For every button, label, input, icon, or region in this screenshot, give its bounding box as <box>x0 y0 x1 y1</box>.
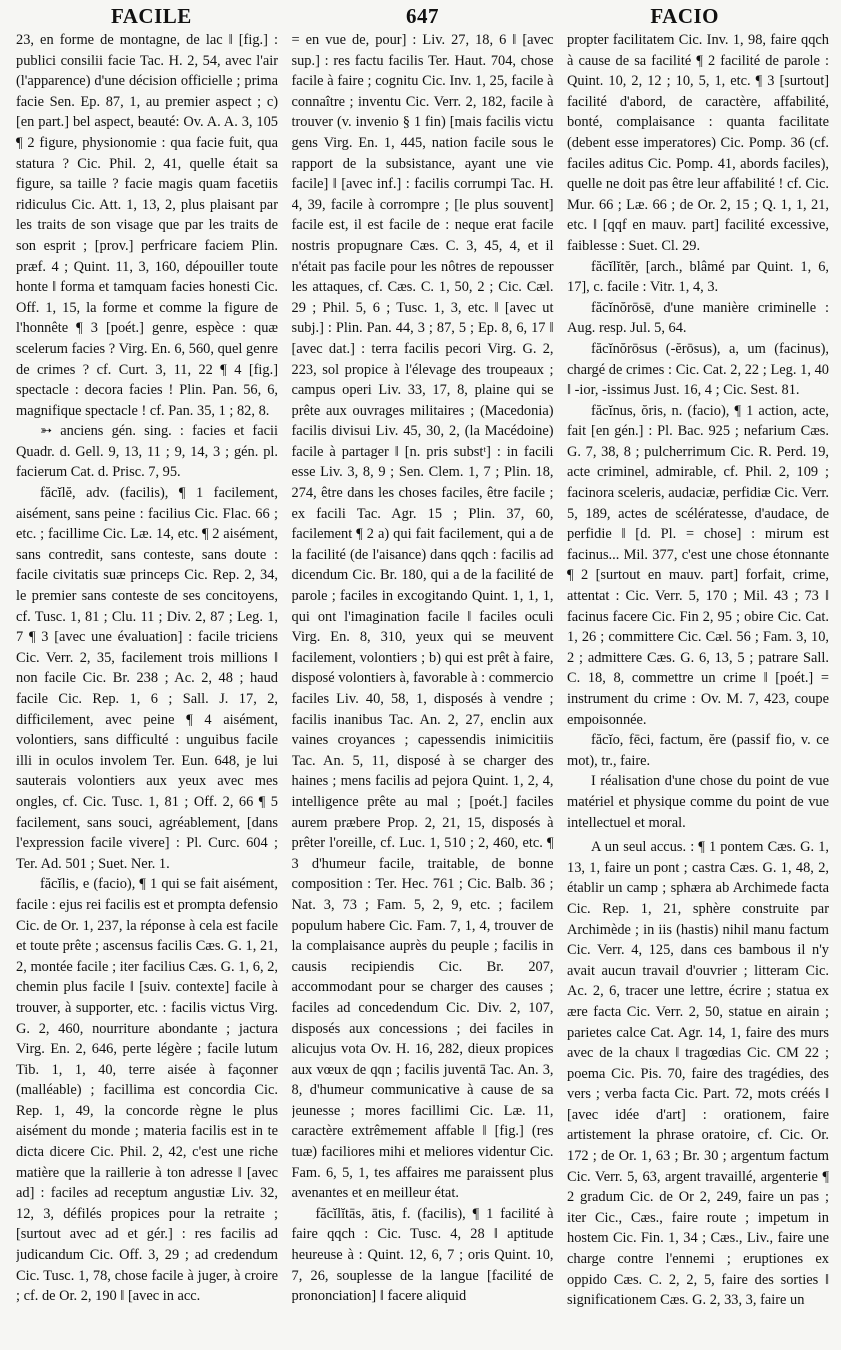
header-left-headword: FACILE <box>111 4 192 28</box>
column-1 <box>16 30 278 1346</box>
entry-text: A un seul accus. : ¶ 1 pontem Cæs. G. 1, 13, 1, faire un pont ; castra Cæs. G. 1, 48, 2, établir un camp ; sphæra ab Archimede facta Cic. Rep. 1, 21, sphère construite par Archimède ; in iis (hastis) nihil manu factum Cic. Verr. 4, 125, dans ces bambous il n'y avait aucun travail d'ouvrier ; litteram Cic. Ac. 2, 6, tracer une lettre, écrire ; statua ex ære facta Cic. Verr. 2, 50, statue en airain ; parietes calce Cat. Agr. 14, 1, faire des murs avec de la chaux ‖ tragœdias Cic. CM 22 ; poema Cic. Pis. 70, faire des tragédies, des vers ; verba facta Cic. Part. 72, mots créés ‖ [avec idée d'art] : orationem, faire artistement la phrase oratoire, cf. Cic. Or. 172 ; de Or. 1, 63 ; Br. 30 ; argentum factum Cic. Verr. 5, 63, argent travaillé, argenterie ¶ 2 gradum Cic. de Or 2, 249, faire un pas ; iter Cic., Cæs., faire route ; impetum in hostem Cic. Fin. 1, 34 ; Cæs., Liv., faire une charge contre l'ennemi ; eruptiones ex oppido Cæs. C. 2, 2, 5, faire des sorties ‖ significationem Cæs. G. 2, 33, 3, faire un <box>567 839 829 1309</box>
page-header <box>16 4 829 30</box>
column-2 <box>292 30 554 1346</box>
text-columns <box>16 30 829 1346</box>
entry-text: 23, en forme de montagne, de lac ‖ [fig.] : publici consilii facie Tac. H. 2, 54, avec l'air (l'apparence) d'une décision officielle ; prima facie Sen. Ep. 87, 1, au premier aspect ; c) [en part.] bel aspect, beauté: Ov. A. A. 3, 105 ¶ 2 figure, physionomie : qua facie fuit, qua statura ? Cic. Phil. 2, 41, quelle était sa figure, sa taille ? facie magis quam facetiis ridiculus Cic. Att. 1, 13, 2, plus plaisant par les traits de son visage que par les traits de son esprit ; [prov.] perfricare faciem Plin. præf. 4 ; Quint. 11, 3, 160, dépouiller toute honte ‖ forma et tamquam facies honesti Cic. Off. 1, 15, la forme et comme la figure de l'honnête ¶ 3 [poét.] genre, espèce : quæ scelerum facies ? Virg. En. 6, 560, quel genre de crimes ? cf. Curt. 3, 11, 22 ¶ 4 [fig.] spectacle : decora facies ! Plin. Pan. 56, 6, magnifique spectacle ! cf. Pan. 35, 1 ; 82, 8. <box>16 32 278 419</box>
entry-text: făcĭnus, ŏris, n. (facio), ¶ 1 action, acte, fait [en gén.] : Pl. Bac. 925 ; nefarium Cæs. G. 7, 38, 8 ; pulcherrimum Cic. R. Perd. 19, acte criminel, admirable, cf. Phil. 2, 109 ; facinora sceleris, audaciæ, perfidiæ Cic. Verr. 5, 189, actes de scélératesse, d'audace, de perfidie ‖ [d. Pl. = chose] : mirum est facinus... Mil. 377, c'est une chose étonnante ¶ 2 [surtout en mauv. part] forfait, crime, attentat : Cic. Verr. 5, 170 ; Mil. 43 ; 73 ‖ facinus facere Cic. Fin 2, 95 ; obire Cic. Cat. 1, 26 ; committere Cic. Cæl. 56 ; Fam. 3, 10, 2 ; admittere Cæs. G. 6, 13, 5 ; patrare Sall. C. 18, 8, commettre un crime ‖ [poét.] = instrument du crime : Ov. M. 7, 423, coupe empoisonnée. <box>567 402 829 728</box>
entry-text: I réalisation d'une chose du point de vue matériel et physique comme du point de vue intellectuel et moral. <box>567 773 829 831</box>
page-number: 647 <box>406 4 439 28</box>
entry-text: făcĭnŏrōsē, d'une manière criminelle : Aug. resp. Jul. 5, 64. <box>567 299 829 337</box>
entry-text: făcĭnŏrōsus (-ĕrōsus), a, um (facinus), chargé de crimes : Cic. Cat. 2, 22 ; Leg. 1, 40 ‖ -ior, -issimus Just. 16, 4 ; Cic. Sest. 81. <box>567 340 829 399</box>
entry-text: făcĭlĕ, adv. (facilis), ¶ 1 facilement, aisément, sans peine : facilius Cic. Flac. 66 ; etc. ; facillime Cic. Læ. 14, etc. ¶ 2 aisément, sans contredit, sans conteste, sans doute : facile civitatis suæ princeps Cic. Rep. 2, 34, le premier sans conteste de ses concitoyens, cf. Tusc. 1, 81 ; Clu. 11 ; Div. 2, 87 ; Leg. 1, 7 ¶ 3 [avec une évaluation] : facile triciens Cic. Verr. 2, 35, facilement trois millions ‖ non facile Cic. Br. 238 ; Ac. 2, 48 ; haud facile Cic. Rep. 1, 6 ; Sall. J. 17, 2, difficilement, avec peine ¶ 4 aisément, volontiers, sans difficulté : unguibus facile illi in oculos involem Ter. Eun. 648, je lui sauterais volontiers aux yeux avec mes ongles, cf. Cic. Tusc. 1, 81 ; Off. 2, 66 ¶ 5 facilement, sans souci, agréablement, [dans l'expression facile vivere] : Pl. Curc. 604 ; Ter. Ad. 501 ; Suet. Ner. 1. <box>16 485 278 872</box>
entry-text: făcĭlĭtĕr, [arch., blâmé par Quint. 1, 6, 17], c. facile : Vitr. 1, 4, 3. <box>567 258 829 296</box>
header-right-headword: FACIO <box>650 4 719 28</box>
entry-text: făcĭlĭtās, ātis, f. (facilis), ¶ 1 facilité à faire qqch : Cic. Tusc. 4, 28 ‖ aptitude heureuse à : Quint. 12, 6, 7 ; oris Quint. 10, 7, 26, souplesse de la langue [facilité de prononciation] ‖ facere aliquid <box>291 1205 554 1305</box>
entry-text: făcĭlis, e (facio), ¶ 1 qui se fait aisément, facile : ejus rei facilis est et prompta defensio Cic. de Or. 1, 237, la réponse à cela est facile et toute prête ; ascensus facilis Cæs. G. 1, 21, 2, montée facile ; iter facilius Cæs. G. 1, 6, 2, chemin plus facile ‖ [suiv. contexte] facile à trouver, à supporter, etc. : facilis victus Virg. G. 2, 460, nourriture abondante ; jactura Virg. En. 2, 646, perte légère ; facile lutum Tib. 1, 1, 40, terre aisée à façonner (malléable) ; facillima est concordia Cic. Rep. 1, 49, la concorde règne le plus aisément du monde ; materia facilis est in te dicta dicere Cic. Phil. 2, 42, c'est une riche matière que la raillerie à ton adresse ‖ [avec ad] : faciles ad receptum angustiæ Liv. 32, 12, 3, défilés propices pour la retraite ; [surtout avec ad et gér.] : res facilis ad judicandum Cic. Off. 3, 29 ; ad credendum Cic. Tusc. 1, 78, chose facile à juger, à croire ; cf. de Or. 2, 190 ‖ [avec in acc. <box>16 876 278 1305</box>
entry-text: = en vue de, pour] : Liv. 27, 18, 6 ‖ [avec sup.] : res factu facilis Ter. Haut. 704, chose facile à faire ; cognitu Cic. Inv. 1, 25, facile à connaître ; inventu Cic. Verr. 2, 182, facile à trouver (v. invenio § 1 fin) [mais facilis victu gens Virg. En. 1, 445, nation facile sous le rapport de la subsistance, ayant une vie facile] ‖ [avec inf.] : facilis corrumpi Tac. H. 4, 39, facile à corrompre ; [le plus souvent] facile est, il est facile de : neque erat facile nostris propugnare Cæs. C. 3, 45, 4, et il n'était pas facile pour les nôtres de repousser les attaques, cf. Cæs. C. 1, 50, 2 ; Cic. Cæl. 29 ; Phil. 5, 6 ; Tusc. 1, 3, etc. ‖ [avec ut subj.] : Plin. Pan. 44, 3 ; 87, 5 ; Ep. 8, 6, 17 ‖ [avec dat.] : terra facilis pecori Virg. G. 2, 223, sol propice à l'élevage des troupeaux ; campus operi Liv. 33, 17, 8, plaine qui se prête aux ouvrages militaires ; (Macedonia) facilis divisui Liv. 45, 30, 2, (la Macédoine) facile à partager ‖ [n. pris substᵗ] : in facili esse Liv. 3, 8, 9 ; Sen. Clem. 1, 7 ; Plin. 18, 274, être dans les choses faciles, être facile ; ex facili Tac. Agr. 15 ; Plin. 37, 60, facilement ¶ 2 a) qui fait facilement, qui a de la facilité (de l'aisance) dans qqch : facilis ad dicendum Cic. Br. 180, qui a de la facilité de parole ; faciles in excogitando Quint. 1, 1, 1, qui ont l'imagination facile ‖ faciles oculi Virg. En. 8, 310, yeux qui se meuvent facilement, volontiers ; b) qui est prêt à faire, disposé volontiers à, favorable à : commercio faciles Liv. 40, 58, 1, disposés à vendre ; facilis inanibus Tac. An. 2, 27, enclin aux vaines croyances ; capessendis inimicitiis Tac. An. 5, 11, disposé à se charger des haines ; mens facilis ad pejora Quint. 1, 2, 4, intelligence prête au mal ; [poét.] faciles aurem præbere Prop. 2, 21, 15, disposés à prêter l'oreille, cf. Luc. 1, 510 ; 2, 460, etc. ¶ 3 d'humeur facile, traitable, de bonne composition : Ter. Hec. 761 ; Cic. Balb. 36 ; Nat. 3, 73 ; Fam. 5, 2, 9, etc. ; facilem populum habere Cic. Fam. 7, 1, 4, trouver de la complaisance auprès du peuple ; facilis in causis recipiendis Cic. Br. 207, accommodant pour se charger des causes ; faciles ad concedendum Cic. Div. 2, 107, disposés aux concessions ; dei faciles in alicujus vota Ov. H. 16, 282, dieux propices aux vœux de qqn ; facilis juventā Tac. An. 3, 8, d'humeur communicative à cause de sa jeunesse ; mores facillimi Cic. Læ. 11, caractère extrêmement affable ‖ [fig.] (res tuæ) faciliores mihi et meliores videntur Cic. Fam. 6, 5, 1, tes affaires me paraissent plus avenantes et en meilleur état. <box>291 32 554 1202</box>
column-3 <box>567 30 829 1346</box>
entry-text: propter facilitatem Cic. Inv. 1, 98, faire qqch à cause de sa facilité ¶ 2 facilité de parole : Quint. 10, 2, 12 ; 10, 5, 1, etc. ¶ 3 [surtout] facilité d'abord, de caractère, affabilité, bonté, complaisance : quanta facilitate (debent esse imperatores) Cic. Pomp. 36 (cf. faciles aditus Cic. Pomp. 41, abords faciles), quelle ne doit pas être leur affabilité ! cf. Cic. Mur. 66 ; Læ. 66 ; de Or. 2, 15 ; Q. 1, 1, 21, etc. ‖ [qqf en mauv. part] facilité excessive, faiblesse : Suet. Cl. 29. <box>567 32 829 254</box>
entry-text: ➳ anciens gén. sing. : facies et facii Quadr. d. Gell. 9, 13, 11 ; 9, 14, 3 ; gén. pl. facierum Cat. d. Prisc. 7, 95. <box>16 423 278 481</box>
entry-text: făcĭo, fēci, factum, ĕre (passif fio, v. ce mot), tr., faire. <box>567 732 829 769</box>
